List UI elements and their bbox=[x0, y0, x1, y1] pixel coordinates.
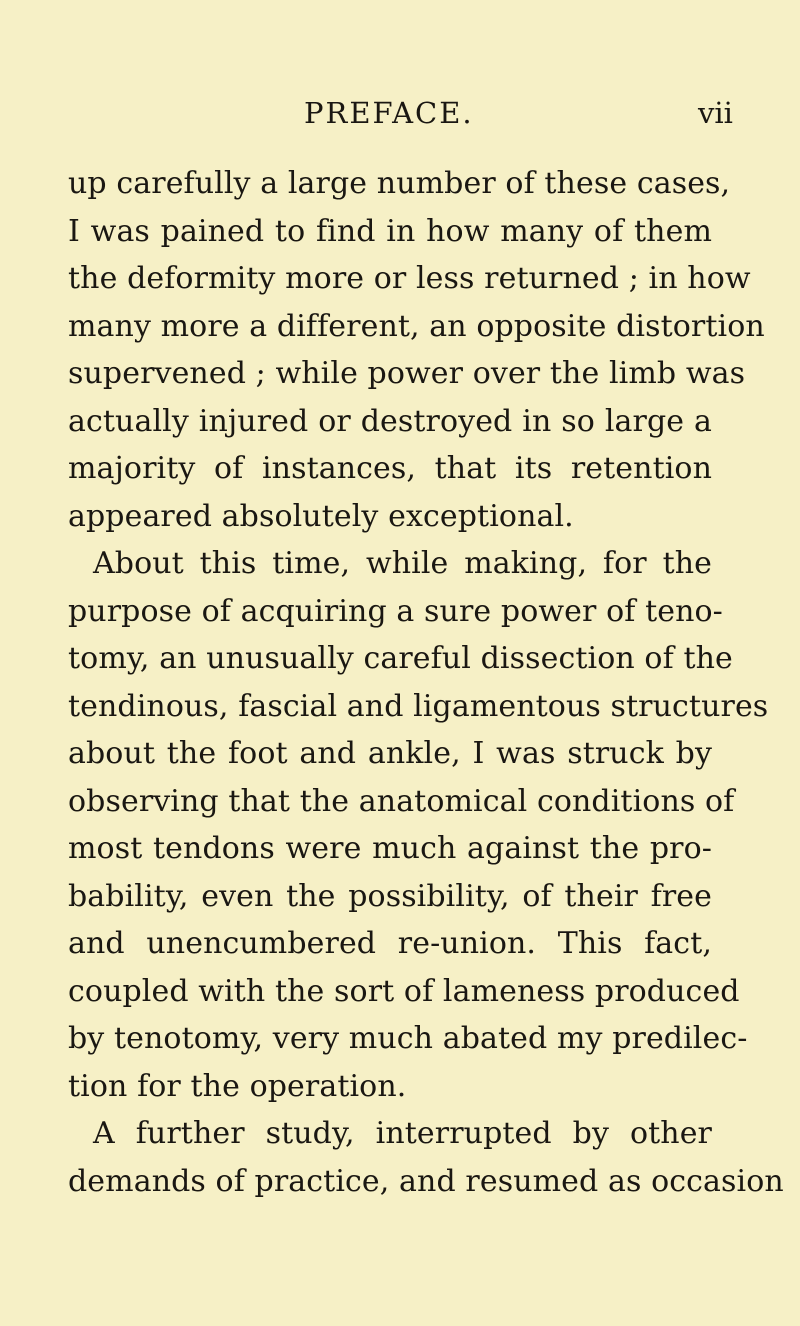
running-head bbox=[0, 96, 800, 136]
text-line: up carefully a large number of these cases, bbox=[68, 166, 731, 201]
text-line: and unencumbered re-union. This fact, bbox=[68, 926, 712, 961]
text-line: About this time, while making, for the bbox=[93, 546, 712, 581]
page-number: vii bbox=[698, 96, 733, 130]
page-title: PREFACE. bbox=[304, 96, 474, 130]
text-line: tion for the operation. bbox=[68, 1068, 407, 1104]
text-line: demands of practice, and resumed as occasion bbox=[68, 1163, 784, 1199]
text-line: many more a different, an opposite distortion bbox=[68, 308, 765, 344]
text-line: coupled with the sort of lameness produced bbox=[68, 973, 740, 1009]
text-line: tomy, an unusually careful dissection of the bbox=[68, 641, 733, 676]
text-line: actually injured or destroyed in so large a bbox=[68, 403, 712, 439]
text-line: tendinous, fascial and ligamentous structures bbox=[68, 688, 769, 724]
text-line: I was pained to find in how many of them bbox=[68, 213, 712, 249]
text-line: the deformity more or less returned ; in how bbox=[68, 261, 751, 296]
text-line: observing that the anatomical conditions of bbox=[68, 783, 735, 819]
text-line: appeared absolutely exceptional. bbox=[68, 498, 574, 534]
text-line: most tendons were much against the pro- bbox=[68, 831, 712, 866]
body-text bbox=[68, 160, 784, 1205]
text-line: purpose of acquiring a sure power of teno- bbox=[68, 593, 723, 629]
text-line: by tenotomy, very much abated my predilec- bbox=[68, 1021, 748, 1056]
text-line: supervened ; while power over the limb was bbox=[68, 356, 746, 391]
text-line: A further study, interrupted by other bbox=[93, 1116, 712, 1151]
text-line: majority of instances, that its retention bbox=[68, 451, 712, 486]
text-line: bability, even the possibility, of their free bbox=[68, 878, 712, 914]
text-line: about the foot and ankle, I was struck by bbox=[68, 736, 712, 771]
